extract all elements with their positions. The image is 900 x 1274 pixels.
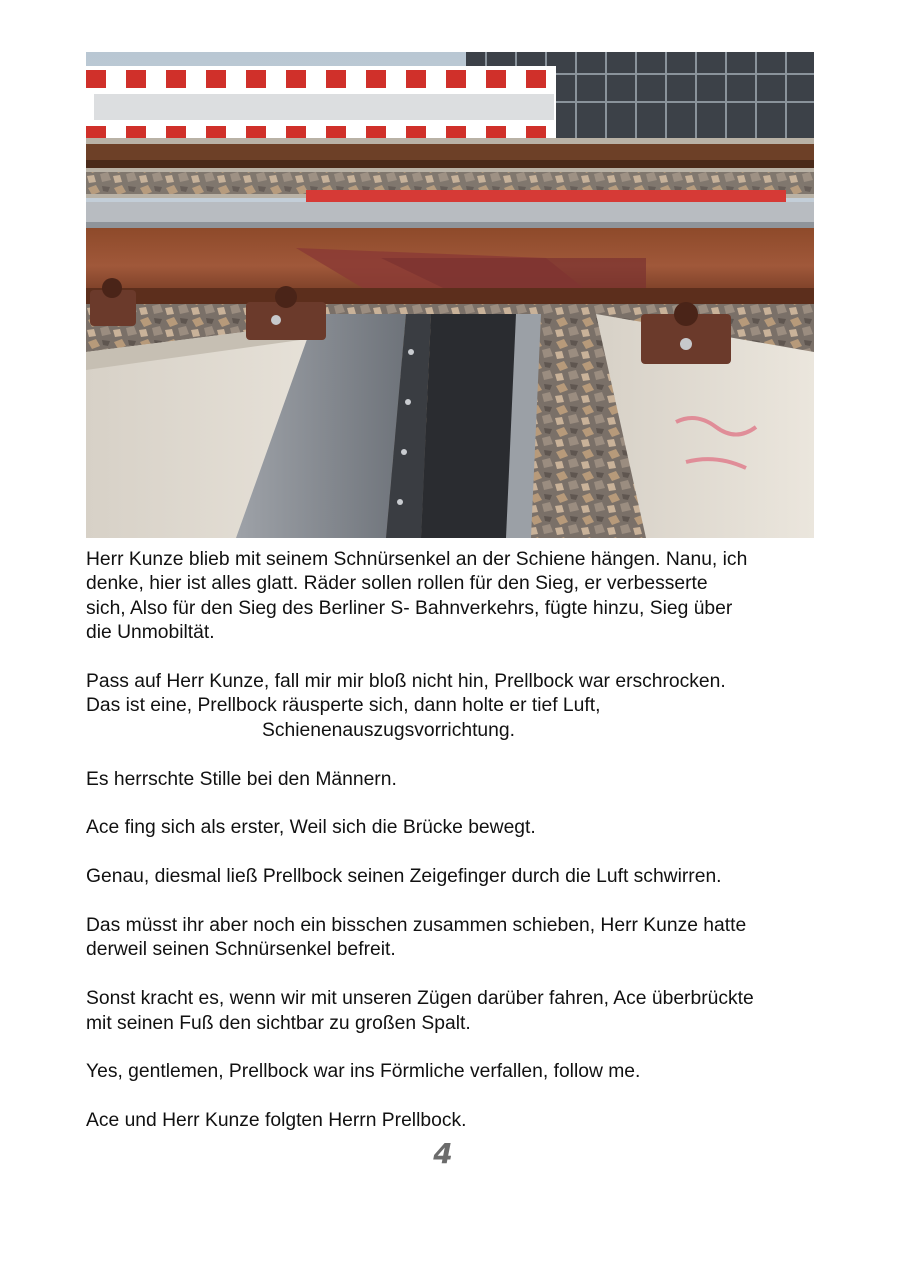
text-line: Yes, gentlemen, Prellbock war ins Förmliche verfallen, follow me. <box>86 1061 641 1083</box>
paragraph-3 <box>86 768 836 792</box>
text-line: Es herrschte Stille bei den Männern. <box>86 768 397 790</box>
text-line-indented: Schienenauszugsvorrichtung. <box>262 719 515 741</box>
text-line: sich, Also für den Sieg des Berliner S- Bahnverkehrs, fügte hinzu, Sieg über <box>86 597 733 619</box>
paragraph-2 <box>86 670 836 743</box>
paragraph-9 <box>86 1109 836 1133</box>
paragraph-7 <box>86 987 836 1036</box>
rail-photo-illustration <box>86 52 814 538</box>
paragraph-8 <box>86 1060 836 1084</box>
text-line: derweil seinen Schnürsenkel befreit. <box>86 939 396 961</box>
text-line: Das müsst ihr aber noch ein bisschen zusammen schieben, Herr Kunze hatte <box>86 915 747 937</box>
rail-photo <box>86 52 814 538</box>
text-line: mit seinen Fuß den sichtbar zu großen Spalt. <box>86 1012 471 1034</box>
paragraph-1 <box>86 548 836 646</box>
paragraph-5 <box>86 865 836 889</box>
text-line: Ace fing sich als erster, Weil sich die Brücke bewegt. <box>86 817 536 839</box>
paragraph-4 <box>86 816 836 840</box>
text-line: denke, hier ist alles glatt. Räder sollen rollen für den Sieg, er verbesserte <box>86 573 708 595</box>
text-line: Pass auf Herr Kunze, fall mir mir bloß nicht hin, Prellbock war erschrocken. <box>86 671 726 693</box>
story-text <box>86 548 836 1158</box>
text-line: Das ist eine, Prellbock räusperte sich, dann holte er tief Luft, <box>86 695 601 717</box>
page-number: 4 <box>433 1137 453 1170</box>
text-line: Genau, diesmal ließ Prellbock seinen Zeigefinger durch die Luft schwirren. <box>86 866 722 888</box>
text-line: die Unmobiltät. <box>86 622 215 644</box>
paragraph-6 <box>86 914 836 963</box>
text-line: Sonst kracht es, wenn wir mit unseren Zügen darüber fahren, Ace überbrückte <box>86 988 754 1010</box>
text-line: Herr Kunze blieb mit seinem Schnürsenkel an der Schiene hängen. Nanu, ich <box>86 549 748 570</box>
text-line: Ace und Herr Kunze folgten Herrn Prellbock. <box>86 1110 467 1132</box>
